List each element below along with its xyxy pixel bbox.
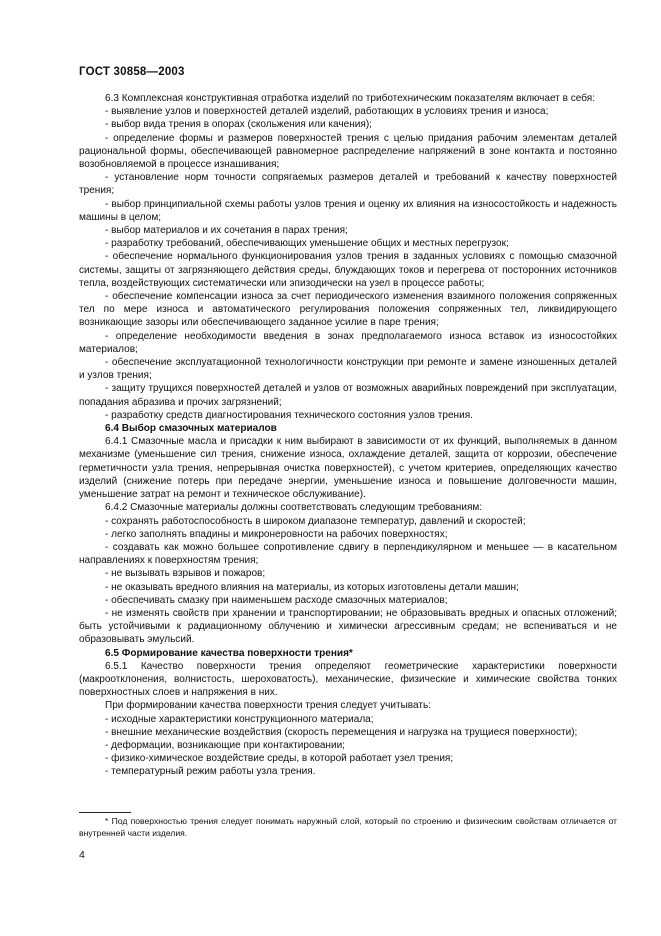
list-item: - защиту трущихся поверхностей деталей и узлов от возможных аварийных повреждений при эксплуатации, попадания абразива и прочих загрязнений; — [79, 383, 617, 408]
list-item: - сохранять работоспособность в широком диапазоне температур, давлений и скоростей; — [105, 515, 526, 527]
list-item: - внешние механические воздействия (скорость перемещения и нагрузка на трущиеся поверхности); — [105, 726, 578, 738]
list-item: - физико-химическое воздействие среды, в которой работает узел трения; — [105, 753, 454, 765]
list-item: - разработку требований, обеспечивающих уменьшение общих и местных перегрузок; — [105, 238, 509, 250]
list-item: - создавать как можно большее сопротивление сдвигу в перпендикулярном и меньшее — в касательном направлениях к поверхностям трения; — [79, 541, 617, 567]
footnote-divider — [79, 812, 131, 813]
paragraph: При формировании качества поверхности трения следует учитывать: — [105, 700, 432, 712]
list-item: - выбор материалов и их сочетания в парах трения; — [105, 225, 348, 237]
paragraph-6-4-2: 6.4.2 Смазочные материалы должны соответствовать следующим требованиям: — [105, 502, 483, 514]
list-item: - обеспечение эксплуатационной технологичности конструкции при ремонте и замене изношенных деталей и узлов трения; — [79, 357, 617, 382]
list-item: - обеспечение нормального функционирования узлов трения в заданных условиях с помощью смазочной системы, защиты от загрязняющего действия среды, блуждающих токов и перегрева от посторонних источников тепла, воздействующих систематически или эпизодически на узел в процессе работы; — [79, 251, 617, 289]
list-item: - выявление узлов и поверхностей деталей изделий, работающих в условиях трения и износа; — [105, 106, 549, 118]
section-heading-6-5: 6.5 Формирование качества поверхности трения* — [105, 647, 353, 659]
list-item: - деформации, возникающие при контактировании; — [105, 739, 345, 751]
paragraph-6-3: 6.3 Комплексная конструктивная отработка изделий по триботехническим показателям включает в себя: — [105, 93, 595, 104]
page-number: 4 — [79, 849, 85, 861]
list-item: - легко заполнять впадины и микронеровности на рабочих поверхностях; — [105, 528, 448, 540]
list-item: - исходные характеристики конструкционного материала; — [105, 713, 374, 725]
section-heading-6-4: 6.4 Выбор смазочных материалов — [105, 423, 277, 435]
list-item: - установление норм точности сопрягаемых размеров деталей и требований к качеству поверхностей трения; — [79, 172, 617, 197]
list-item: - выбор вида трения в опорах (скольжения или качения); — [105, 119, 372, 131]
list-item: - не вызывать взрывов и пожаров; — [105, 568, 266, 580]
document-body — [79, 92, 617, 779]
list-item: - определение необходимости введения в зонах предполагаемого износа вставок из износостойких материалов; — [79, 330, 617, 355]
document-header: ГОСТ 30858—2003 — [79, 66, 185, 78]
list-item: - обеспечивать смазку при наименьшем расходе смазочных материалов; — [105, 594, 448, 606]
footnote: * Под поверхностью трения следует понимать наружный слой, который по строению и физическим свойствам отличается от внутренней части изделия. — [79, 816, 617, 838]
paragraph-6-5-1: 6.5.1 Качество поверхности трения определяют геометрические характеристики поверхности (макроотклонения, волнистость, шероховатость), механические, физические и химические свойства тонких поверхностных слоев и напряжения в них. — [79, 660, 617, 699]
list-item: - обеспечение компенсации износа за счет периодического изменения взаимного положения сопряженных тел по мере износа и автоматического регулирования положения сопряженных тел, ликвидирующего возникающие зазоры или обеспечивающего заданное усилие в паре трения; — [79, 291, 617, 329]
paragraph-6-4-1: 6.4.1 Смазочные масла и присадки к ним выбирают в зависимости от их функций, выполняемых в данном механизме (уменьшение сил трения, снижение износа, охлаждение деталей, защита от коррозии, обеспечение герметичности узла трения, непрерывная очистка поверхностей), с учетом критериев, определяющих качество изделий (снижение потерь при передаче энергии, уменьшение износа и повышение долговечности машин, уменьшение затрат на ремонт и техническое обслуживание). — [79, 436, 617, 501]
list-item: - температурный режим работы узла трения. — [105, 766, 316, 778]
list-item: - разработку средств диагностирования технического состояния узлов трения. — [105, 409, 473, 421]
list-item: - не оказывать вредного влияния на материалы, из которых изготовлены детали машин; — [105, 581, 519, 593]
list-item: - не изменять свойств при хранении и транспортировании; не образовывать вредных и опасных отложений; быть устойчивыми к радиационному облучению и химически агрессивным средам; не вспениваться и не образовывать эмульсий. — [79, 607, 617, 646]
list-item: - определение формы и размеров поверхностей трения с целью придания рабочим элементам деталей рациональной формы, обеспечивающей равномерное распределение напряжений в зоне контакта и постоянно возобновляемой в процессе изнашивания; — [79, 132, 617, 171]
list-item: - выбор принципиальной схемы работы узлов трения и оценку их влияния на износостойкость и надежность машины в целом; — [79, 198, 617, 223]
